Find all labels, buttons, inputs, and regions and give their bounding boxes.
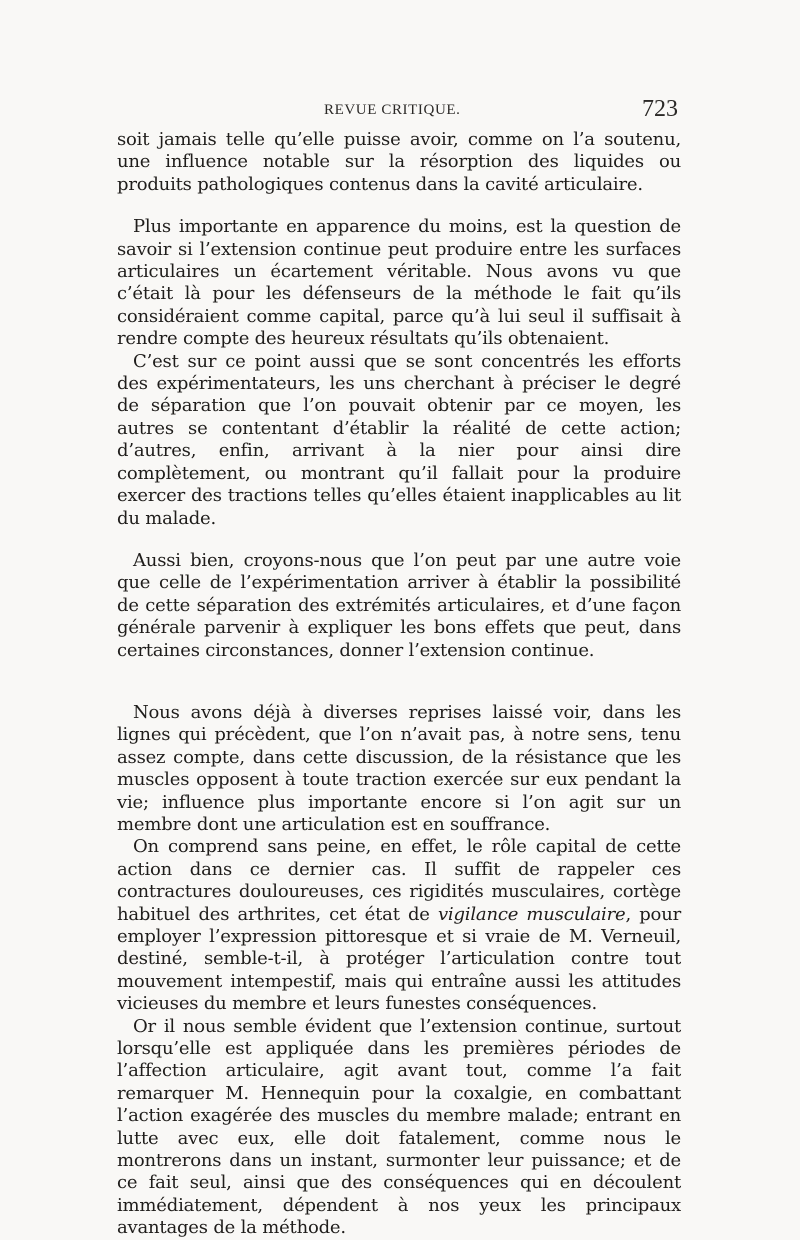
paragraph-6 (117, 836, 681, 1015)
page-header (117, 96, 681, 124)
page-number: 723 (642, 96, 678, 122)
paragraph-1: soit jamais telle qu’elle puisse avoir, comme on l’a soutenu, une influence notable sur la résorption des liquides ou produits pathologiques contenus dans la cavité articulaire. (117, 129, 681, 195)
paragraph-6-italic-phrase: vigilance musculaire (437, 903, 626, 925)
paragraph-4: Aussi bien, croyons-nous que l’on peut par une autre voie que celle de l’expérimentation arriver à établir la possibilité de cette séparation des extrémités articulaires, et d’une façon générale parvenir à expliquer les bons effets que peut, dans certaines circonstances, donner l’extension continue. (117, 549, 681, 661)
paragraph-6-text-end: , pour employer l’expression pittoresque et si vraie de M. Verneuil, destiné, semble-t-il, à protéger l’articulation contre tout mouvement intempestif, mais qui entraîne aussi les attitudes vicieuses du membre et leurs funestes conséquences. (117, 903, 681, 1015)
paragraph-2: Plus importante en apparence du moins, est la question de savoir si l’extension continue peut produire entre les surfaces articulaires un écartement véritable. Nous avons vu que c’était là pour les défenseurs de la méthode le fait qu’ils considéraient comme capital, parce qu’à lui seul il suffisait à rendre compte des heureux résultats qu’ils obtenaient. (117, 216, 681, 350)
paragraph-3: C’est sur ce point aussi que se sont concentrés les efforts des expérimentateurs, les uns cherchant à préciser le degré de séparation que l’on pouvait obtenir par ce moyen, les autres se contentant d’établir la réalité de cette action; d’autres, enfin, arrivant à la nier pour ainsi dire complètement, ou montrant qu’il fallait pour la produire exercer des tractions telles qu’elles étaient inapplicables au lit du malade. (117, 350, 681, 529)
paragraph-7: Or il nous semble évident que l’extension continue, surtout lorsqu’elle est appliquée dans les premières périodes de l’affection articulaire, agit avant tout, comme l’a fait remarquer M. Hennequin pour la coxalgie, en combattant l’action exagérée des muscles du membre malade; entrant en lutte avec eux, elle doit fatalement, comme nous le montrerons dans un instant, surmonter leur puissance; et de ce fait seul, ainsi que des conséquences qui en découlent immédiatement, dépendent à nos yeux les principaux avantages de la méthode. (117, 1015, 681, 1239)
body-text (117, 129, 681, 1240)
paragraph-6-text-start: On comprend sans peine, en effet, le rôle capital de cette action dans ce dernier cas. Il suffit de rappeler ces contractures douloureuses, ces rigidités musculaires, cortège habituel des arthrites, cet état de (117, 836, 681, 925)
paragraph-5: Nous avons déjà à diverses reprises laissé voir, dans les lignes qui précèdent, que l’on n’avait pas, à notre sens, tenu assez compte, dans cette discussion, de la résistance que les muscles opposent à toute traction exercée sur eux pendant la vie; influence plus importante encore si l’on agit sur un membre dont une articulation est en souffrance. (117, 701, 681, 835)
running-title: REVUE CRITIQUE. (324, 102, 461, 118)
